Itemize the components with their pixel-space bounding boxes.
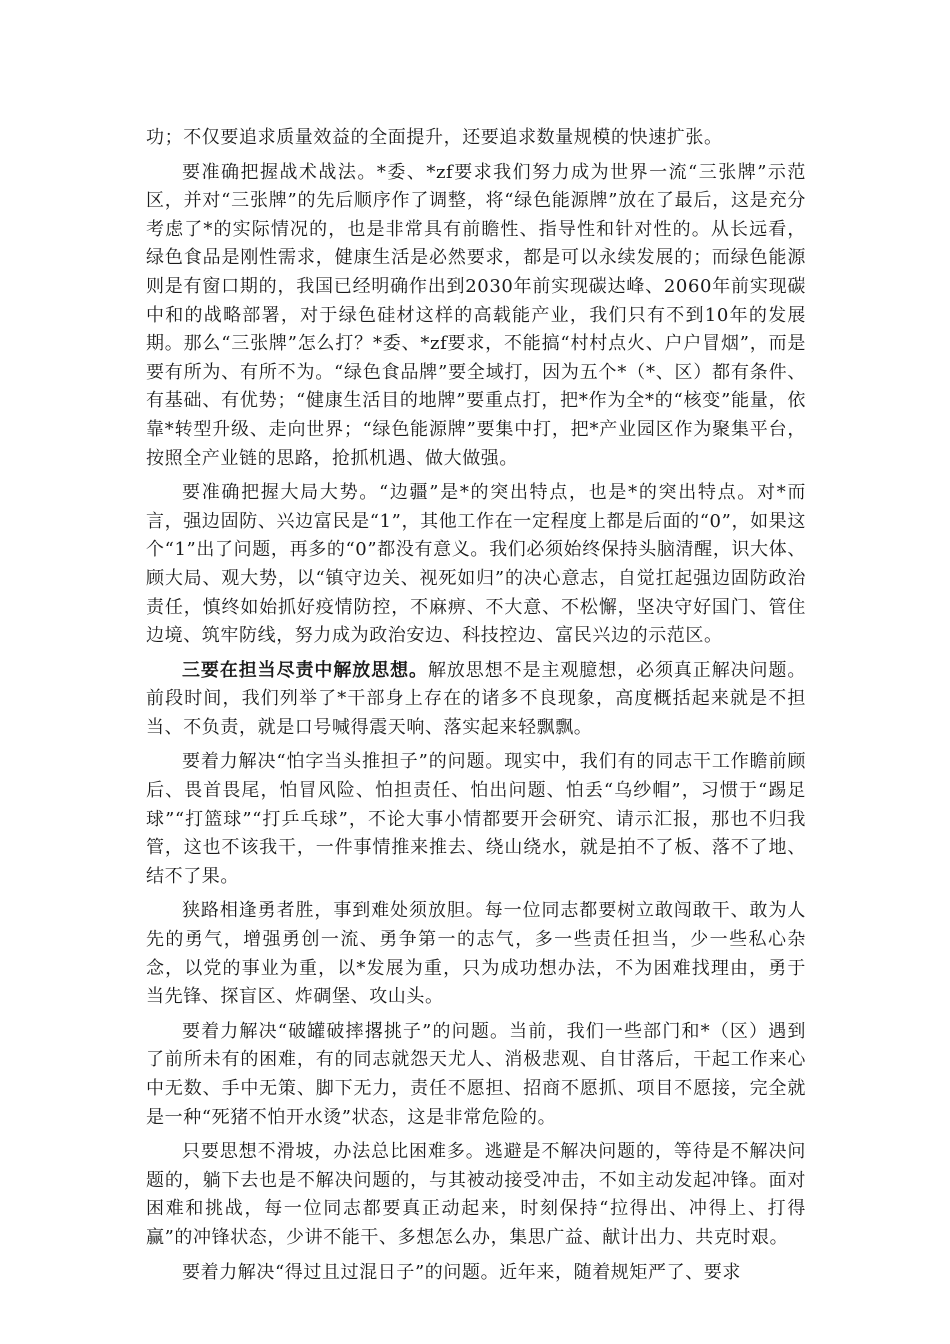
paragraph-8: [146, 1138, 806, 1252]
paragraph-3-text: 要准确把握大局大势。“边疆”是*的突出特点，也是*的突出特点。对*而言，强边固防、兴边富民是“1”，其他工作在一定程度上都是后面的“0”，如果这个“1”出了问题，再多的“0”都没有意义。我们必须始终保持头脑清醒，识大体、顾大局、观大势，以“镇守边关、视死如归”的决心意志，自觉扛起强边固防政治责任，慎终如始抓好疫情防控，不麻痹、不大意、不松懈，坚决守好国门、管住边境、筑牢防线，努力成为政治安边、科技控边、富民兴边的示范区。: [146, 482, 806, 647]
paragraph-7-text: 要着力解决“破罐破摔撂挑子”的问题。当前，我们一些部门和*（区）遇到了前所未有的困难，有的同志就怨天尤人、消极悲观、自甘落后，干起工作来心中无数、手中无策、脚下无力，责任不愿担、招商不愿抓、项目不愿接，完全就是一种“死猪不怕开水烫”状态，这是非常危险的。: [146, 1020, 806, 1128]
paragraph-9: [146, 1259, 806, 1288]
paragraph-1: [146, 124, 806, 153]
paragraph-9-text: 要着力解决“得过且过混日子”的问题。近年来，随着规矩严了、要求: [182, 1261, 742, 1283]
paragraph-4-heading: 三要在担当尽责中解放思想。: [182, 659, 428, 681]
paragraph-3: [146, 479, 806, 651]
paragraph-8-text: 只要思想不滑坡，办法总比困难多。逃避是不解决问题的，等待是不解决问题的，躺下去也是不解决问题的，与其被动接受冲击，不如主动发起冲锋。面对困难和挑战，每一位同志都要真正动起来，时刻保持“拉得出、冲得上、打得赢”的冲锋状态，少讲不能干、多想怎么办，集思广益、献计出力、共克时艰。: [146, 1141, 806, 1248]
paragraph-4: [146, 657, 806, 743]
paragraph-5: [146, 748, 806, 891]
paragraph-1-text: 功；不仅要追求质量效益的全面提升，还要追求数量规模的快速扩张。: [146, 127, 723, 148]
paragraph-7: [146, 1018, 806, 1132]
paragraph-5-text: 要着力解决“怕字当头推担子”的问题。现实中，我们有的同志干工作瞻前顾后、畏首畏尾，怕冒风险、怕担责任、怕出问题、怕丢“乌纱帽”，习惯于“踢足球”“打篮球”“打乒乓球”，不论大事小情都要开会研究、请示汇报，那也不归我管，这也不该我干，一件事情推来推去、绕山绕水，就是拍不了板、落不了地、结不了果。: [146, 751, 806, 887]
document-body: [146, 124, 806, 1293]
paragraph-2-text: 要准确把握战术战法。*委、*zf要求我们努力成为世界一流“三张牌”示范区，并对“三张牌”的先后顺序作了调整，将“绿色能源牌”放在了最后，这是充分考虑了*的实际情况的，也是非常具有前瞻性、指导性和针对性的。从长远看，绿色食品是刚性需求，健康生活是必然要求，都是可以永续发展的；而绿色能源则是有窗口期的，我国已经明确作出到2030年前实现碳达峰、2060年前实现碳中和的战略部署，对于绿色硅材这样的高载能产业，我们只有不到10年的发展期。那么“三张牌”怎么打？*委、*zf要求，不能搞“村村点火、户户冒烟”，而是要有所为、有所不为。“绿色食品牌”要全域打，因为五个*（*、区）都有条件、有基础、有优势；“健康生活目的地牌”要重点打，把*作为全*的“核变”能量，依靠*转型升级、走向世界；“绿色能源牌”要集中打，把*产业园区作为聚集平台，按照全产业链的思路，抢抓机遇、做大做强。: [146, 161, 806, 469]
paragraph-2: [146, 159, 806, 474]
paragraph-4-text: 解放思想不是主观臆想，必须真正解决问题。前段时间，我们列举了*干部身上存在的诸多不良现象，高度概括起来就是不担当、不负责，就是口号喊得震天响、落实起来轻飘飘。: [146, 659, 806, 738]
paragraph-6-text: 狭路相逢勇者胜，事到难处须放胆。每一位同志都要树立敢闯敢干、敢为人先的勇气，增强勇创一流、勇争第一的志气，多一些责任担当，少一些私心杂念，以党的事业为重，以*发展为重，只为成功想办法，不为困难找理由，勇于当先锋、探盲区、炸碉堡、攻山头。: [146, 900, 806, 1008]
paragraph-6: [146, 897, 806, 1011]
